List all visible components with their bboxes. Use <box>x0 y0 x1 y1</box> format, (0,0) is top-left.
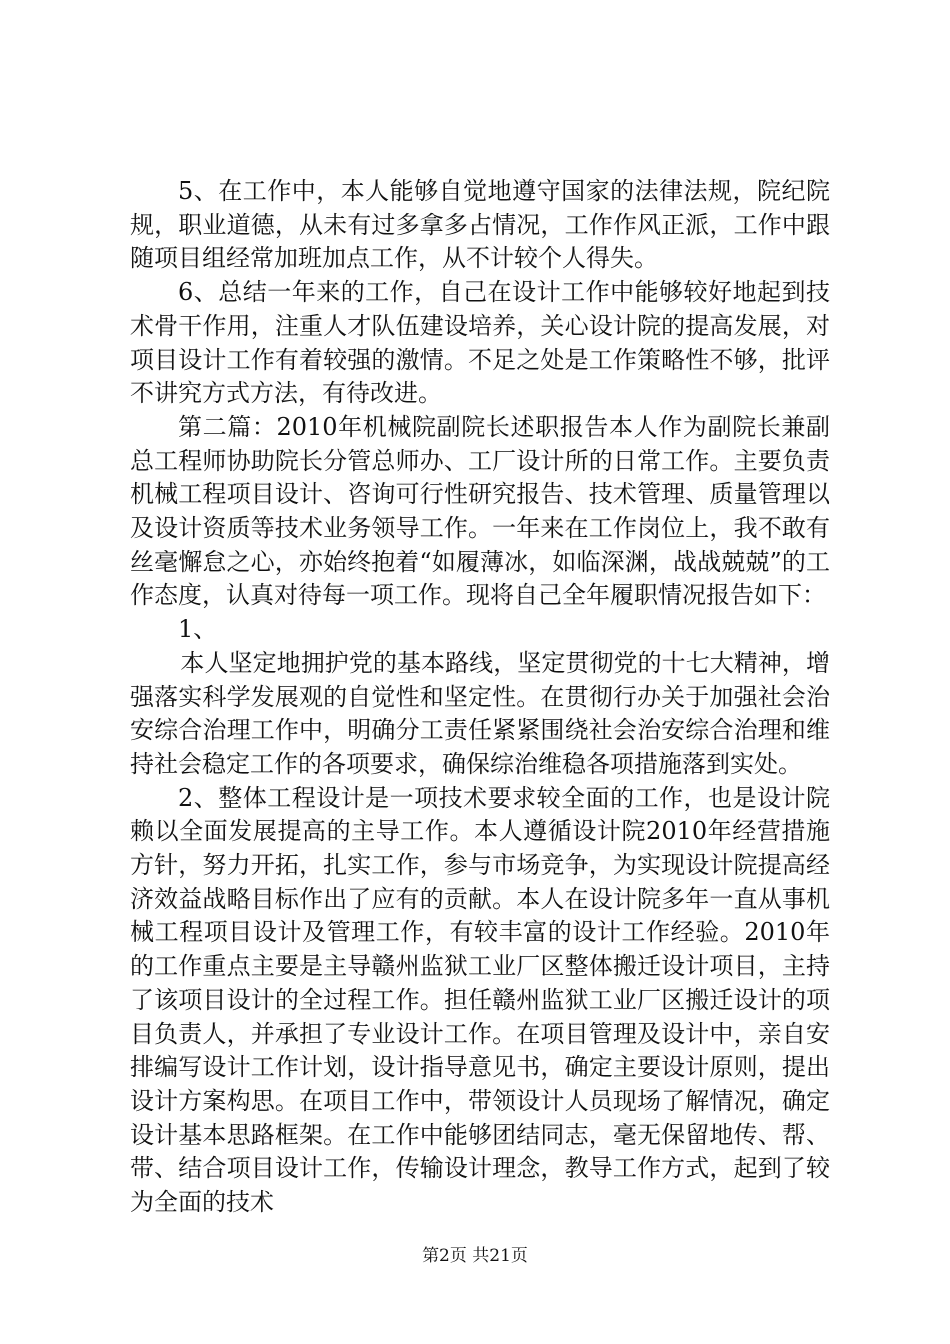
page-number-footer: 第2页 共21页 <box>422 1246 528 1266</box>
paragraph-part-two-intro: 第二篇：2010年机械院副院长述职报告本人作为副院长兼副总工程师协助院长分管总师办、工厂设计所的日常工作。主要负责机械工程项目设计、咨询可行性研究报告、技术管理、质量管理以及设计资质等技术业务领导工作。一年来在工作岗位上，我不敢有丝毫懈怠之心，亦始终抱着“如履薄冰，如临深渊，战战兢兢”的工作态度，认真对待每一项工作。现将自己全年履职情况报告如下： <box>130 412 830 610</box>
paragraph-item-5: 5、在工作中，本人能够自觉地遵守国家的法律法规，院纪院规，职业道德，从未有过多拿多占情况，工作作风正派，工作中跟随项目组经常加班加点工作，从不计较个人得失。 <box>130 177 830 273</box>
paragraph-item-1-number: 1、 <box>178 615 218 644</box>
paragraph-item-2: 2、整体工程设计是一项技术要求较全面的工作，也是设计院赖以全面发展提高的主导工作。本人遵循设计院2010年经营措施方针，努力开拓，扎实工作，参与市场竞争，为实现设计院提高经济效益战略目标作出了应有的贡献。本人在设计院多年一直从事机械工程项目设计及管理工作，有较丰富的设计工作经验。2010年的工作重点主要是主导赣州监狱工业厂区整体搬迁设计项目，主持了该项目设计的全过程工作。担任赣州监狱工业厂区搬迁设计的项目负责人，并承担了专业设计工作。在项目管理及设计中，亲自安排编写设计工作计划，设计指导意见书，确定主要设计原则，提出设计方案构思。在项目工作中，带领设计人员现场了解情况，确定设计基本思路框架。在工作中能够团结同志，毫无保留地传、帮、带、结合项目设计工作，传输设计理念，教导工作方式，起到了较为全面的技术 <box>130 783 830 1217</box>
paragraph-item-1-body: 本人坚定地拥护党的基本路线，坚定贯彻党的十七大精神，增强落实科学发展观的自觉性和坚定性。在贯彻行办关于加强社会治安综合治理工作中，明确分工责任紧紧围绕社会治安综合治理和维持社会稳定工作的各项要求，确保综治维稳各项措施落到实处。 <box>130 648 830 778</box>
document-body <box>130 175 830 1220</box>
paragraph-item-6: 6、总结一年来的工作，自己在设计工作中能够较好地起到技术骨干作用，注重人才队伍建设培养，关心设计院的提高发展，对项目设计工作有着较强的激情。不足之处是工作策略性不够，批评不讲究方式方法，有待改进。 <box>130 278 830 408</box>
